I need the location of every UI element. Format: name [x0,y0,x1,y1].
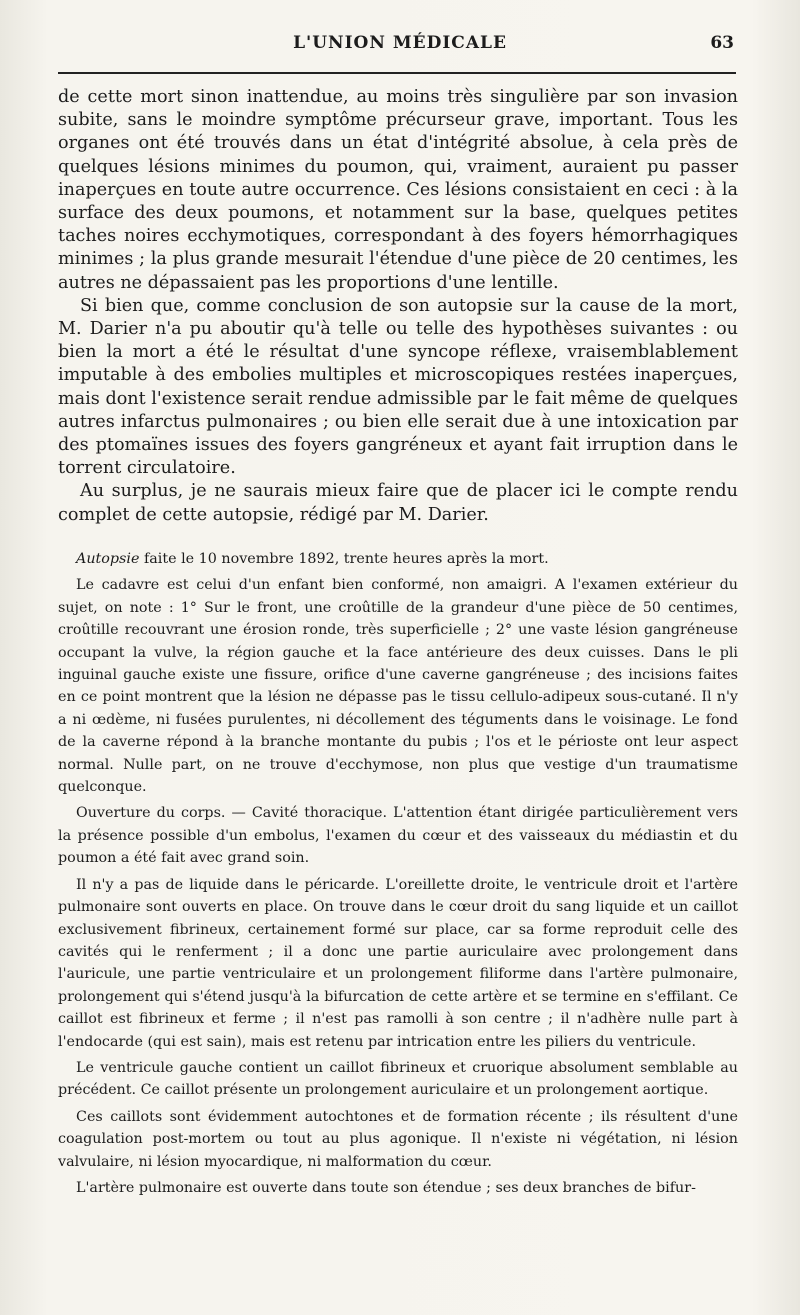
page-header [60,33,740,63]
autopsy-paragraph-4: Le ventricule gauche contient un caillot fibrineux et cruorique absolument semblable au précédent. Ce caillot présente un prolongement auriculaire et un prolongement aortique. [58,1059,738,1099]
autopsy-report [58,548,738,1203]
running-title: L'UNION MÉDICALE [293,33,507,53]
autopsy-paragraph-5: Ces caillots sont évidemment autochtones et de formation récente ; ils résultent d'une coagulation post-mortem ou tout au plus agonique. Il n'existe ni végétation, ni lésion valvulaire, ni lésion myocardique, ni malformation du cœur. [58,1108,738,1170]
autopsy-heading-italic: Autopsie [76,551,140,567]
page-number: 63 [710,33,734,53]
paragraph-3: Au surplus, je ne saurais mieux faire que de placer ici le compte rendu complet de cette autopsie, rédigé par M. Darier. [58,481,738,525]
autopsy-heading [58,548,738,570]
autopsy-paragraph-1: Le cadavre est celui d'un enfant bien conformé, non amaigri. A l'examen extérieur du sujet, on note : 1° Sur le front, une croûtille de la grandeur d'une pièce de 50 centimes, croûtille recouvrant une érosion ronde, très superficielle ; 2° une vaste lésion gangréneuse occupant la vulve, la région gauche et la face antérieure des deux cuisses. Dans le pli inguinal gauche existe une fissure, orifice d'une caverne gangréneuse ; des incisions faites en ce point montrent que la lésion ne dépasse pas le tissu cellulo-adipeux sous-cutané. Il n'y a ni œdème, ni fusées purulentes, ni décollement des téguments dans le voisinage. Le fond de la caverne répond à la branche montante du pubis ; l'os et le périoste ont leur aspect normal. Nulle part, on ne trouve d'ecchymose, non plus que vestige d'un traumatisme quelconque. [58,577,738,796]
paragraph-1: de cette mort sinon inattendue, au moins très singulière par son invasion subite, sans le moindre symptôme précurseur grave, important. Tous les organes ont été trouvés dans un état d'intégrité absolue, à cela près de quelques lésions minimes du poumon, qui, vraiment, auraient pu passer inaperçues en toute autre occurrence. Ces lésions consistaient en ceci : à la surface des deux poumons, et notamment sur la base, quelques petites taches noires ecchymotiques, correspondant à des foyers hémorrhagiques minimes ; la plus grande mesurait l'étendue d'une pièce de 20 centimes, les autres ne dépassaient pas les proportions d'une lentille. [58,87,738,293]
header-rule [58,72,736,74]
autopsy-paragraph-3: Il n'y a pas de liquide dans le péricarde. L'oreillette droite, le ventricule droit et l'artère pulmonaire sont ouverts en place. On trouve dans le cœur droit du sang liquide et un caillot exclusivement fibrineux, certainement formé sur place, car sa forme reproduit celle des cavités qui le renferment ; il a donc une partie auriculaire avec prolongement dans l'auricule, une partie ventriculaire et un prolongement filiforme dans l'artère pulmonaire, prolongement qui s'étend jusqu'à la bifurcation de cette artère et se termine en s'effilant. Ce caillot est fibrineux et ferme ; il n'est pas ramolli à son centre ; il n'adhère nulle part à l'endocarde (qui est sain), mais est retenu par intrication entre les piliers du ventricule. [58,876,738,1050]
autopsy-paragraph-2: Ouverture du corps. — Cavité thoracique. L'attention étant dirigée particulièrement vers la présence possible d'un embolus, l'examen du cœur et des vaisseaux du médiastin et du poumon a été fait avec grand soin. [58,805,738,867]
autopsy-paragraph-6: L'artère pulmonaire est ouverte dans toute son étendue ; ses deux branches de bifur- [76,1179,696,1196]
autopsy-heading-rest: faite le 10 novembre 1892, trente heures après la mort. [139,551,549,567]
main-text [58,86,738,527]
paragraph-2: Si bien que, comme conclusion de son autopsie sur la cause de la mort, M. Darier n'a pu aboutir qu'à telle ou telle des hypothèses suivantes : ou bien la mort a été le résultat d'une syncope réflexe, vraisemblablement imputable à des embolies multiples et microscopiques restées inaperçues, mais dont l'existence serait rendue admissible par le fait même de quelques autres infarctus pulmonaires ; ou bien elle serait due à une intoxication par des ptomaïnes issues des foyers gangréneux et ayant fait irruption dans le torrent circulatoire. [58,295,738,479]
